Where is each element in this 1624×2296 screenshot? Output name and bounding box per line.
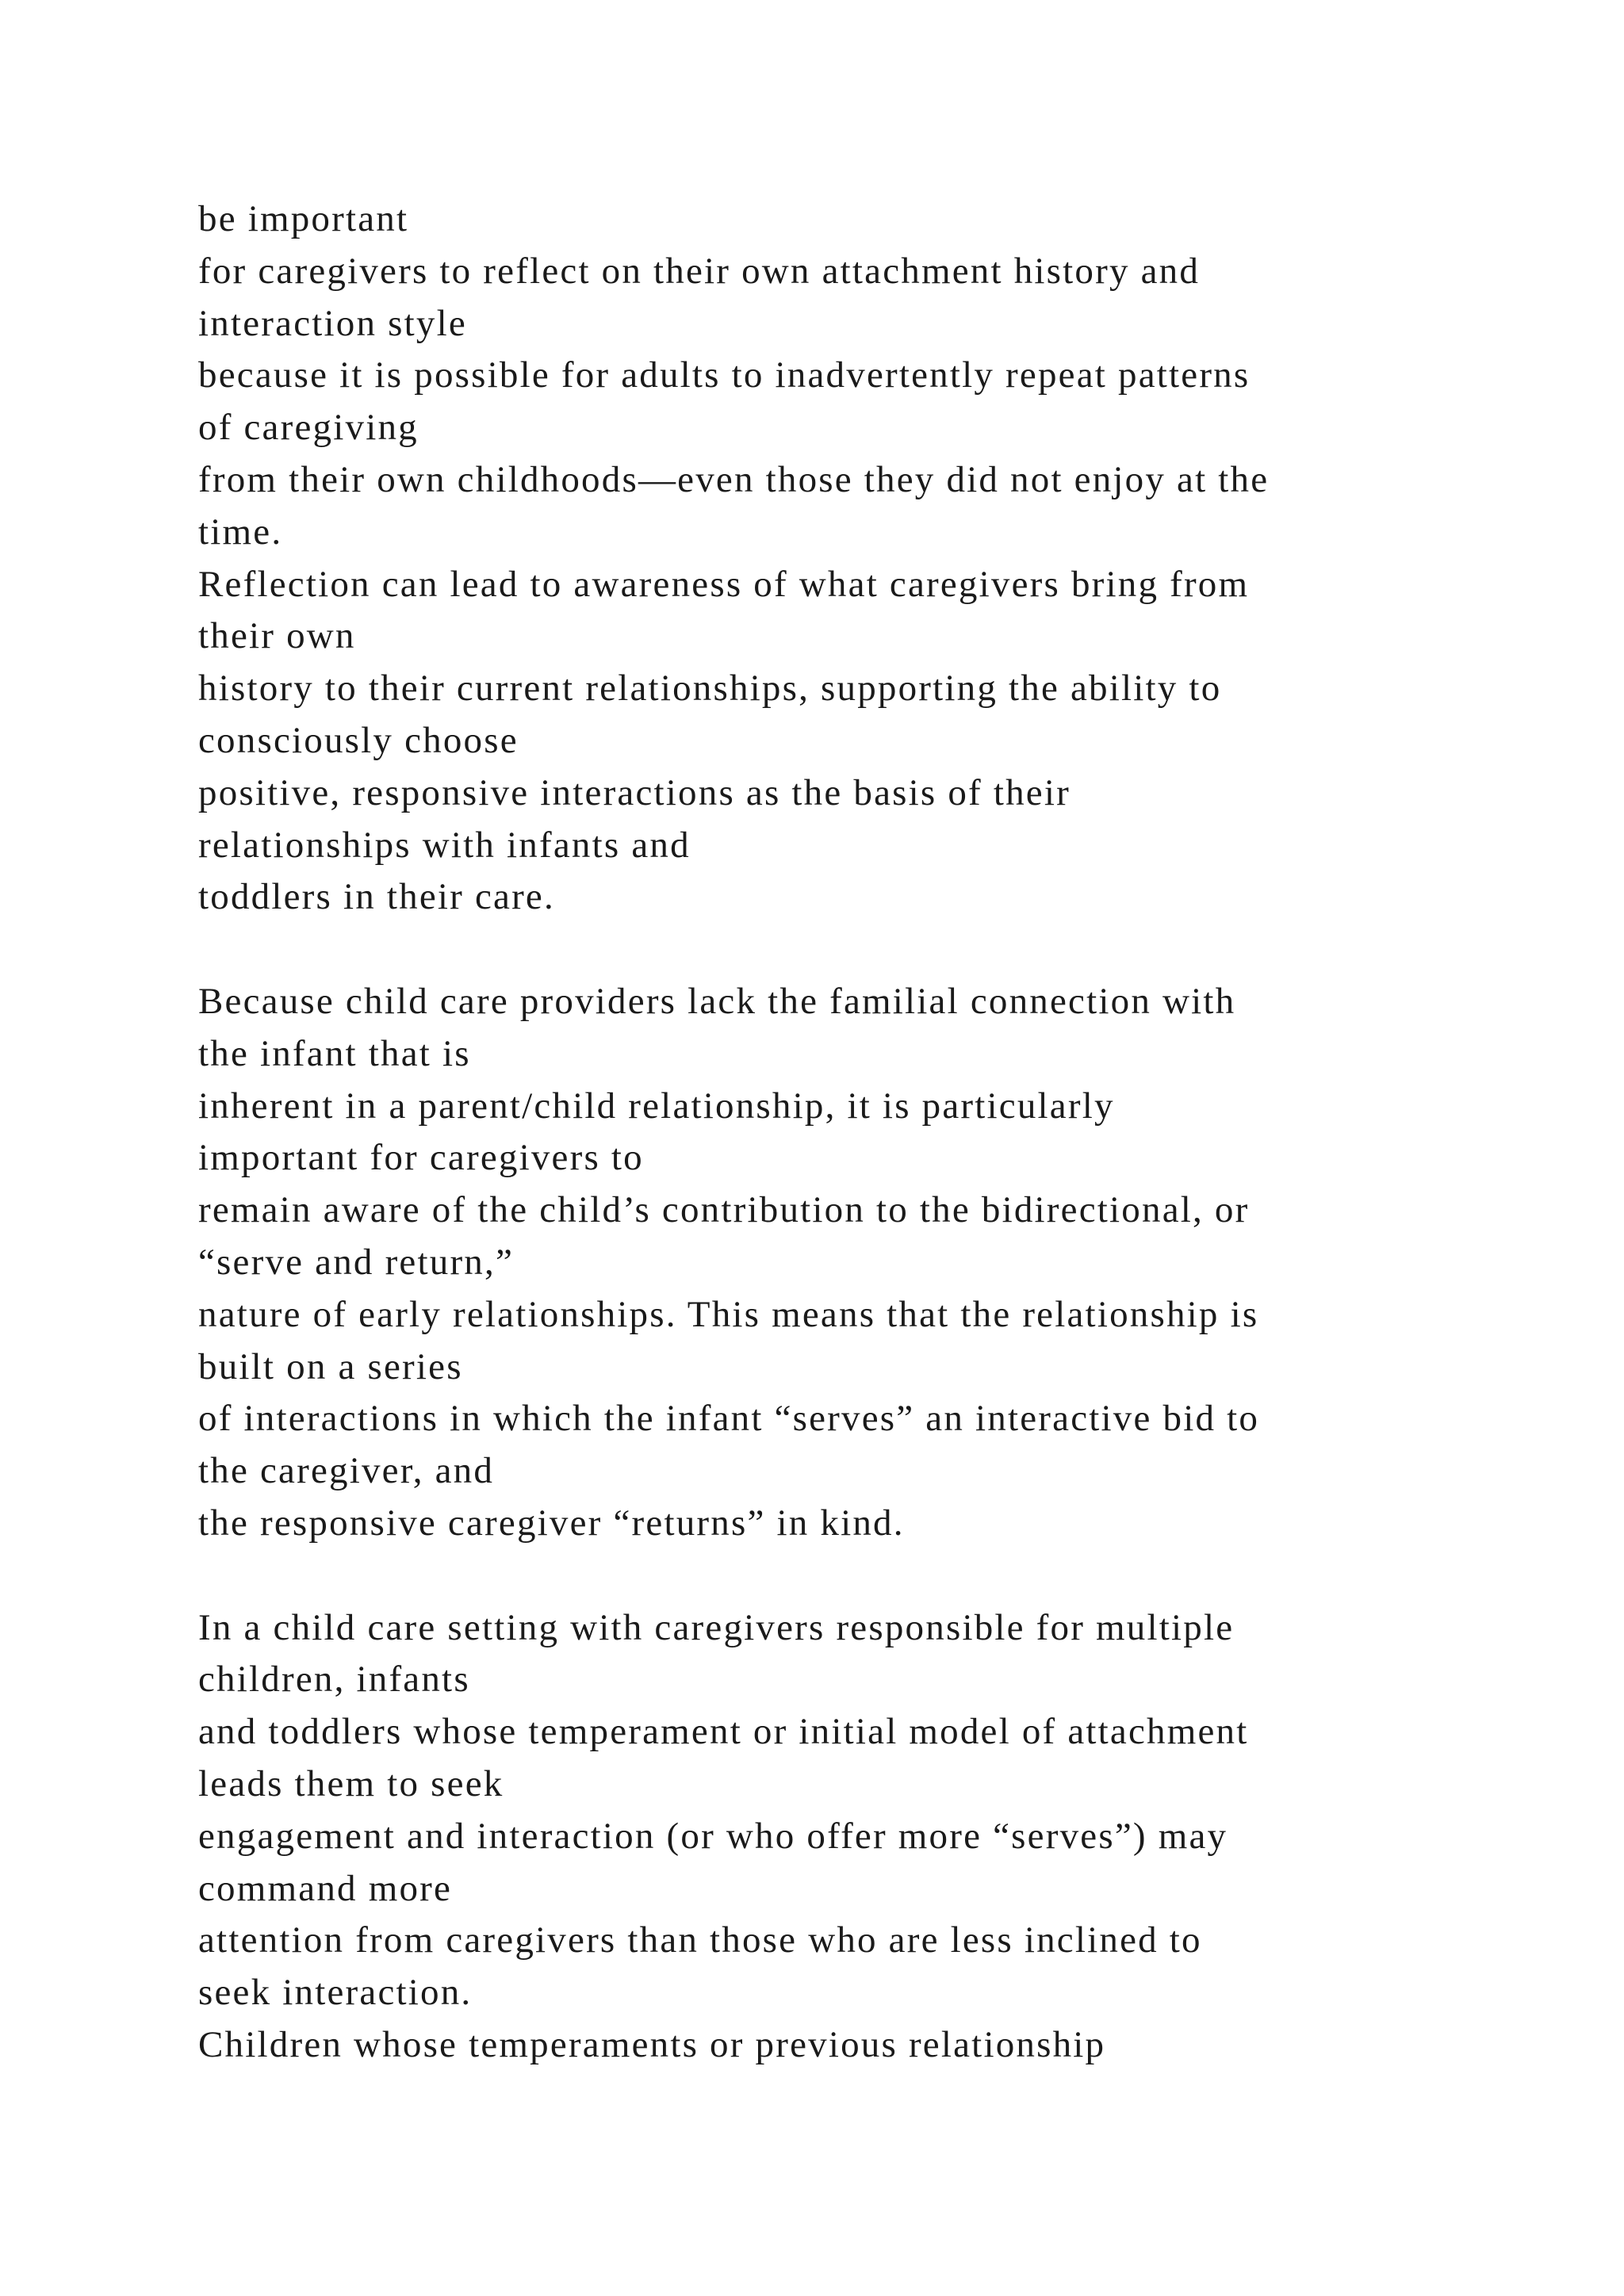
paragraph-gap [198, 924, 1546, 976]
text-line: nature of early relationships. This means that the relationship is [198, 1293, 1259, 1335]
paragraph-reflection [198, 193, 1546, 924]
text-line: toddlers in their care. [198, 876, 555, 918]
text-line: “serve and return,” [198, 1241, 515, 1283]
paragraph-serve-and-return [198, 976, 1546, 1550]
paragraph-gap [198, 1550, 1546, 1602]
text-line: because it is possible for adults to inadvertently repeat patterns [198, 354, 1251, 396]
paragraph-multiple-children [198, 1602, 1546, 2072]
text-line: and toddlers whose temperament or initial model of attachment [198, 1711, 1249, 1753]
text-line: Because child care providers lack the familial connection with [198, 980, 1236, 1022]
text-line: In a child care setting with caregivers responsible for multiple [198, 1606, 1235, 1648]
text-line: leads them to seek [198, 1762, 504, 1804]
text-line: the responsive caregiver “returns” in kind. [198, 1502, 905, 1544]
text-line: time. [198, 511, 283, 553]
text-line: positive, responsive interactions as the basis of their [198, 771, 1071, 813]
text-line: children, infants [198, 1659, 470, 1701]
text-line: relationships with infants and [198, 824, 691, 866]
text-line: consciously choose [198, 719, 519, 761]
text-line: of caregiving [198, 407, 419, 449]
text-line: for caregivers to reflect on their own attachment history and [198, 250, 1201, 292]
text-line: built on a series [198, 1345, 463, 1387]
text-line: of interactions in which the infant “serves” an interactive bid to [198, 1398, 1260, 1440]
text-line: engagement and interaction (or who offer more “serves”) may [198, 1815, 1228, 1857]
text-line: from their own childhoods—even those they did not enjoy at the [198, 458, 1270, 500]
text-line: seek interaction. [198, 1972, 473, 2014]
document-body [198, 193, 1546, 2072]
text-line: command more [198, 1867, 453, 1909]
text-line: the infant that is [198, 1032, 471, 1074]
text-line: remain aware of the child’s contribution to the bidirectional, or [198, 1189, 1250, 1231]
text-line: important for caregivers to [198, 1137, 644, 1179]
text-line: interaction style [198, 302, 467, 344]
text-line: attention from caregivers than those who are less inclined to [198, 1919, 1202, 1961]
text-line: Children whose temperaments or previous relationship [198, 2023, 1106, 2065]
text-line: history to their current relationships, supporting the ability to [198, 668, 1222, 710]
text-line: be important [198, 198, 409, 239]
text-line: their own [198, 615, 356, 657]
text-line: inherent in a parent/child relationship, it is particularly [198, 1085, 1115, 1127]
text-line: Reflection can lead to awareness of what caregivers bring from [198, 563, 1250, 605]
text-line: the caregiver, and [198, 1450, 495, 1492]
